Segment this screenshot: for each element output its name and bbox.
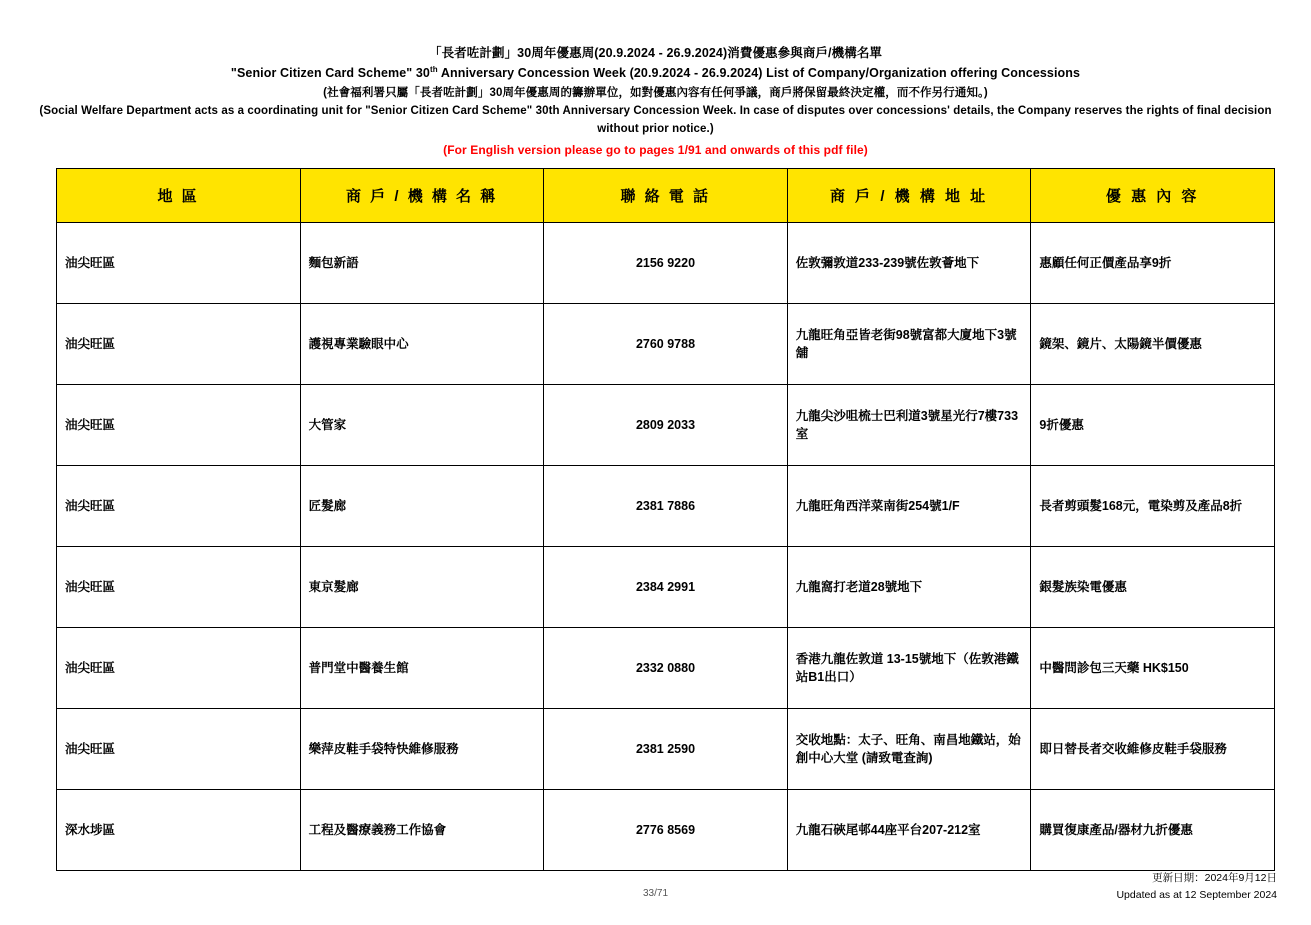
update-date-zh: 更新日期：2024年9月12日	[1152, 872, 1277, 885]
cell-phone: 2156 9220	[544, 223, 788, 304]
concessions-table	[56, 168, 1275, 871]
table-body	[57, 223, 1275, 871]
cell-district: 油尖旺區	[57, 466, 301, 547]
header-title-zh: 「長者咗計劃」30周年優惠周(20.9.2024 - 26.9.2024)消費優惠參與商戶/機構名單	[428, 46, 883, 60]
header-note-zh: (社會福利署只屬「長者咗計劃」30周年優惠周的籌辦單位，如對優惠內容有任何爭議，商戶將保留最終決定權，而不作另行通知。)	[323, 86, 988, 99]
cell-name: 樂萍皮鞋手袋特快維修服務	[300, 709, 544, 790]
header-english-version-note: (For English version please go to pages 1/91 and onwards of this pdf file)	[443, 143, 868, 158]
cell-name: 東京髮廊	[300, 547, 544, 628]
cell-offer: 惠顧任何正價產品享9折	[1031, 223, 1275, 304]
table-row	[57, 790, 1275, 871]
cell-phone: 2776 8569	[544, 790, 788, 871]
cell-address: 九龍窩打老道28號地下	[787, 547, 1031, 628]
cell-district: 油尖旺區	[57, 385, 301, 466]
cell-district: 油尖旺區	[57, 547, 301, 628]
cell-offer: 銀髮族染電優惠	[1031, 547, 1275, 628]
column-header-district: 地 區	[57, 169, 301, 223]
update-date-en: Updated as at 12 September 2024	[1116, 888, 1277, 901]
cell-name: 工程及醫療義務工作協會	[300, 790, 544, 871]
cell-address: 九龍旺角西洋菜南街254號1/F	[787, 466, 1031, 547]
header-title-en-post: Anniversary Concession Week (20.9.2024 - 26.9.2024) List of Company/Organization offering Concessions	[437, 65, 1081, 80]
cell-name: 護視專業驗眼中心	[300, 304, 544, 385]
cell-address: 香港九龍佐敦道 13-15號地下（佐敦港鐵站B1出口）	[787, 628, 1031, 709]
cell-phone: 2381 2590	[544, 709, 788, 790]
document-header	[0, 0, 1311, 160]
header-title-en-sup: th	[429, 64, 438, 74]
update-date	[1116, 870, 1277, 903]
cell-phone: 2384 2991	[544, 547, 788, 628]
cell-phone: 2809 2033	[544, 385, 788, 466]
cell-phone: 2760 9788	[544, 304, 788, 385]
cell-name: 大管家	[300, 385, 544, 466]
cell-district: 油尖旺區	[57, 223, 301, 304]
cell-offer: 購買復康產品/器材九折優惠	[1031, 790, 1275, 871]
table-head	[57, 169, 1275, 223]
cell-phone: 2332 0880	[544, 628, 788, 709]
cell-offer: 鏡架、鏡片、太陽鏡半價優惠	[1031, 304, 1275, 385]
cell-address: 九龍石硤尾邨44座平台207-212室	[787, 790, 1031, 871]
column-header-name: 商 戶 / 機 構 名 稱	[300, 169, 544, 223]
table-row	[57, 385, 1275, 466]
cell-district: 深水埗區	[57, 790, 301, 871]
cell-address: 九龍尖沙咀梳士巴利道3號星光行7樓733室	[787, 385, 1031, 466]
cell-address: 九龍旺角亞皆老街98號富都大廈地下3號舖	[787, 304, 1031, 385]
cell-name: 麵包新語	[300, 223, 544, 304]
table-row	[57, 304, 1275, 385]
column-header-offer: 優 惠 內 容	[1031, 169, 1275, 223]
cell-name: 普門堂中醫養生館	[300, 628, 544, 709]
cell-offer: 中醫問診包三天藥 HK$150	[1031, 628, 1275, 709]
column-header-phone: 聯 絡 電 話	[544, 169, 788, 223]
cell-name: 匠髮廊	[300, 466, 544, 547]
cell-district: 油尖旺區	[57, 628, 301, 709]
cell-offer: 長者剪頭髮168元，電染剪及產品8折	[1031, 466, 1275, 547]
page-number: 33/71	[642, 888, 669, 899]
header-title-en	[28, 64, 1283, 84]
cell-district: 油尖旺區	[57, 709, 301, 790]
cell-district: 油尖旺區	[57, 304, 301, 385]
table-row	[57, 466, 1275, 547]
header-title-en-pre: "Senior Citizen Card Scheme" 30	[230, 65, 430, 80]
column-header-address: 商 戶 / 機 構 地 址	[787, 169, 1031, 223]
table-row	[57, 628, 1275, 709]
cell-offer: 即日替長者交收維修皮鞋手袋服務	[1031, 709, 1275, 790]
header-note-en: (Social Welfare Department acts as a coordinating unit for "Senior Citizen Card Scheme" 30th Anniversary Concession Week. In case of disputes over concessions' details, the Company reserves the rights of final decision without prior notice.)	[39, 104, 1272, 135]
cell-address: 交收地點：太子、旺角、南昌地鐵站，始創中心大堂 (請致電查詢)	[787, 709, 1031, 790]
table-header-row	[57, 169, 1275, 223]
table-row	[57, 223, 1275, 304]
cell-address: 佐敦彌敦道233-239號佐敦薈地下	[787, 223, 1031, 304]
cell-offer: 9折優惠	[1031, 385, 1275, 466]
cell-phone: 2381 7886	[544, 466, 788, 547]
table-row	[57, 547, 1275, 628]
table-row	[57, 709, 1275, 790]
